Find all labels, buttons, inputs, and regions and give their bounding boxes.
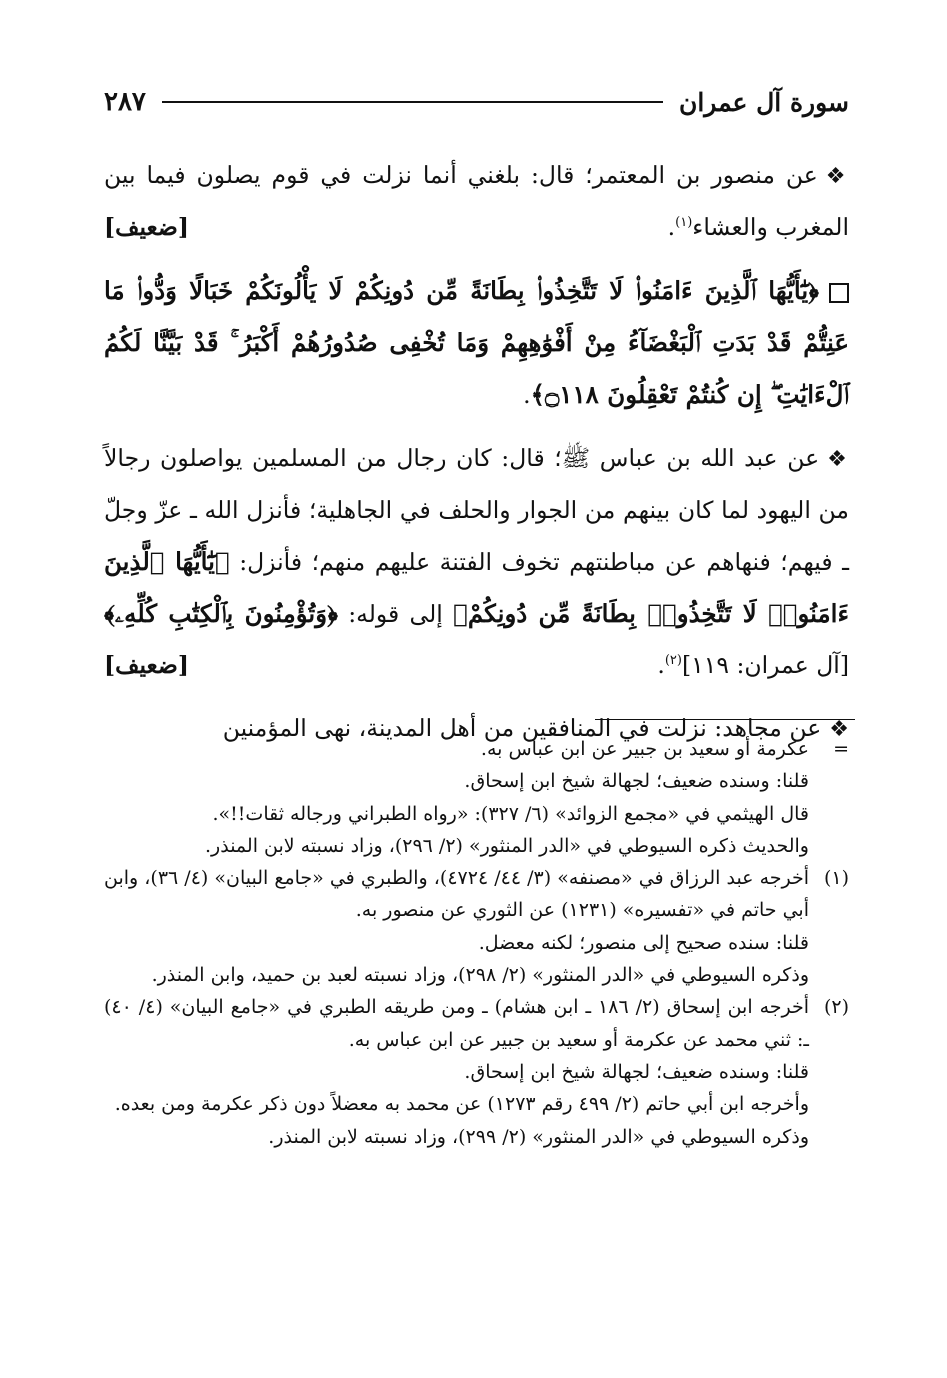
quran-quote-a: ﴿يَٰٓأَيُّهَا ٱلَّذِينَ ءَامَنُوا۟ لَا تَتَّخِذُوا۟ بِطَانَةً مِّن دُونِكُمْ﴾ <box>104 547 849 628</box>
p2-end: . <box>657 651 665 679</box>
footnote-number: (١) <box>823 867 849 890</box>
footnote-line: قلنا: وسنده ضعيف؛ لجهالة شيخ ابن إسحاق. <box>464 1060 809 1083</box>
quran-verse: ﴿يَٰٓأَيُّهَا ٱلَّذِينَ ءَامَنُوا۟ لَا تَتَّخِذُوا۟ بِطَانَةً مِّن دُونِكُمْ لَا يَأْلُونَكُمْ خَبَالًا وَدُّوا۟ مَا عَنِتُّمْ قَدْ بَدَتِ ٱلْبَغْضَآءُ مِنْ أَفْوَٰهِهِمْ وَمَا تُخْفِى صُدُورُهُمْ أَكْبَرُ ۚ قَدْ بَيَّنَّا لَكُمُ ٱلْءَايَٰتِ ۖ إِن كُنتُمْ تَعْقِلُونَ ۝١١٨﴾ <box>104 276 849 409</box>
footnote-line: قلنا: وسنده ضعيف؛ لجهالة شيخ ابن إسحاق. <box>464 770 809 793</box>
p1-end: . <box>667 213 676 241</box>
hadith-paragraph-1 <box>104 150 849 253</box>
footnote-line: أخرجه عبد الرزاق في «مصنفه» (٣/ ٤٤/ ٤٧٢٤)، والطبري في «جامع البيان» (٤/ ٣٦)، وابن أبي حاتم في «تفسيره» (١٢٣١) عن الثوري عن منصور به. <box>104 867 810 922</box>
quran-quote-b: ﴿وَتُؤْمِنُونَ بِٱلْكِتَٰبِ كُلِّهِۦ﴾ <box>104 599 338 628</box>
footnote-number: (٢) <box>823 996 849 1019</box>
diamond-bullet-icon: ❖ <box>825 164 849 189</box>
page-header <box>104 82 849 122</box>
footnotes <box>104 733 849 1153</box>
footnote-line: وذكره السيوطي في «الدر المنثور» (٢/ ٢٩٩)، وزاد نسبته لابن المنذر. <box>268 1125 809 1148</box>
footnote-continuation <box>104 733 849 862</box>
verse-paragraph <box>104 265 849 421</box>
footnote-line: وأخرجه ابن أبي حاتم (٢/ ٤٩٩ رقم ١٢٧٣) عن محمد به معضلاً دون ذكر عكرمة ومن بعده. <box>114 1093 809 1116</box>
header-rule <box>162 101 663 103</box>
footnote-2 <box>104 991 849 1152</box>
p2-text-a: عن عبد الله بن عباس ﷺ؛ قال: كان رجال من المسلمين يواصلون رجالاً من اليهود لما كان بينهم من الجوار والحلف في الجاهلية؛ فأنزل الله ـ عزّ وجلّ ـ فيهم؛ فنهاهم عن مباطنتهم تخوف الفتنة عليهم منهم؛ فأنزل: <box>104 444 849 576</box>
footnote-line: قال الهيثمي في «مجمع الزوائد» (٦/ ٣٢٧): «رواه الطبراني ورجاله ثقات!!». <box>212 802 809 825</box>
diamond-bullet-icon: ❖ <box>827 447 849 472</box>
p1-text: عن منصور بن المعتمر؛ قال: بلغني أنما نزلت في قوم يصلون فيما بين المغرب والعشاء <box>104 161 849 241</box>
verse-end: . <box>523 381 531 409</box>
footnote-line: وذكره السيوطي في «الدر المنثور» (٢/ ٢٩٨)، وزاد نسبته لعبد بن حميد، وابن المنذر. <box>151 964 809 987</box>
grade-badge: [ضعيف] <box>104 213 189 241</box>
continuation-marker: = <box>833 738 849 760</box>
footnote-ref-1[interactable]: (١) <box>675 215 693 231</box>
footnote-line: قلنا: سنده صحيح إلى منصور؛ لكنه معضل. <box>478 931 809 954</box>
footnote-1 <box>104 862 849 991</box>
p3-text: عن مجاهد: نزلت في المنافقين من أهل المدينة، نهى المؤمنين <box>222 714 822 742</box>
page-number: ٢٨٧ <box>104 87 146 117</box>
footnote-line: عكرمة أو سعيد بن جبير عن ابن عباس به. <box>480 738 809 760</box>
footnote-line: والحديث ذكره السيوطي في «الدر المنثور» (٢/ ٢٩٦)، وزاد نسبته لابن المنذر. <box>205 834 809 857</box>
footnote-line: أخرجه ابن إسحاق (٢/ ١٨٦ ـ ابن هشام) ـ ومن طريقه الطبري في «جامع البيان» (٤/ ٤٠) ـ: ثني محمد عن عكرمة أو سعيد بن جبير عن ابن عباس به. <box>104 996 810 1051</box>
hadith-paragraph-2 <box>104 433 849 691</box>
surah-title: سورة آل عمران <box>678 87 849 117</box>
square-box-icon <box>829 283 849 303</box>
p2-text-b: إلى قوله: <box>348 600 443 628</box>
footnote-separator <box>595 719 855 720</box>
footnote-ref-2[interactable]: (٢) <box>664 653 682 669</box>
verse-citation: [آل عمران: ١١٩] <box>681 651 849 679</box>
grade-badge: [ضعيف] <box>104 651 189 679</box>
diamond-bullet-icon: ❖ <box>829 717 849 742</box>
main-text <box>104 150 849 767</box>
